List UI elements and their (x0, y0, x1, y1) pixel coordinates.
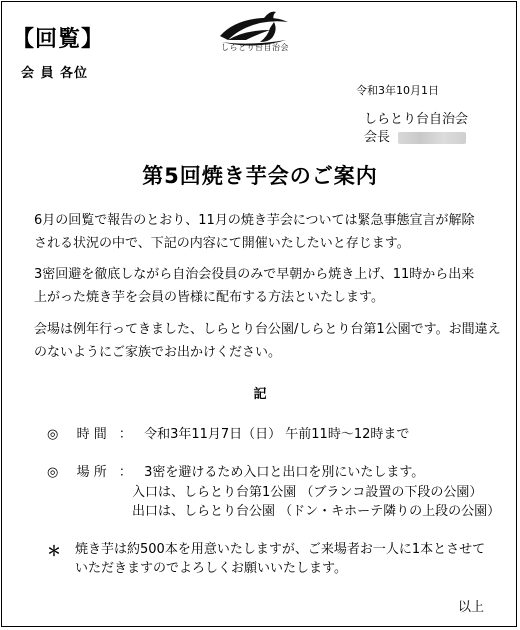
place-value: 3密を避けるため入口と出口を別にいたします。 (144, 465, 425, 480)
asterisk-icon: ＊ (47, 544, 61, 560)
detail-place: ◎ 場 所 ： 3密を避けるため入口と出口を別にいたします。 (47, 465, 425, 480)
paragraph-3-line-1: 会場は例年行ってきました、しらとり台公園/しらとり台第1公園です。お間違え (34, 322, 501, 337)
note-line-2: いただきますのでよろしくお願いいたします。 (75, 561, 347, 576)
addressee: 会 員 各位 (21, 66, 89, 81)
detail-time: ◎ 時 間 ： 令和3年11月7日（日） 午前11時～12時まで (47, 427, 410, 442)
paragraph-3-line-2: のないようにご家族でお出かけください。 (34, 345, 282, 360)
paragraph-2-line-2: 上がった焼き芋を会員の皆様に配布する方法といたします。 (34, 290, 384, 305)
time-label: 時 間 (76, 427, 107, 442)
logo-caption: しらとり台自治会 (221, 43, 289, 52)
chair-label: 会長 (364, 130, 391, 145)
paragraph-3 (34, 318, 501, 364)
paragraph-1 (34, 209, 475, 255)
paragraph-1-line-2: される状況の中で、下記の内容にて開催いたしたいと存じます。 (34, 236, 410, 251)
note (75, 540, 485, 578)
entrance-info: 入口は、しらとり台第1公園 （ブランコ設置の下段の公園） (132, 485, 483, 500)
redacted-name (398, 132, 466, 144)
sender-organization: しらとり台自治会 (364, 112, 469, 127)
closing-mark: 以上 (458, 600, 485, 615)
place-label: 場 所 (76, 465, 107, 480)
sender-chair (364, 126, 466, 145)
issue-date: 令和3年10月1日 (356, 84, 439, 97)
document-page (1, 1, 517, 627)
paragraph-2 (34, 263, 474, 309)
circulation-label: 【回覧】 (12, 27, 105, 52)
ki-heading: 記 (253, 387, 267, 402)
exit-info: 出口は、しらとり台公園 （ドン・キホーテ隣りの上段の公園） (132, 504, 501, 519)
document-title: 第5回焼き芋会のご案内 (142, 164, 378, 188)
note-line-1: 焼き芋は約500本を用意いたしますが、ご来場者お一人に1本とさせて (75, 542, 486, 557)
double-circle-icon: ◎ (47, 465, 59, 480)
paragraph-2-line-1: 3密回避を徹底しながら自治会役員のみで早朝から焼き上げ、11時から出来 (34, 267, 475, 282)
time-value: 令和3年11月7日（日） 午前11時～12時まで (144, 427, 410, 442)
double-circle-icon: ◎ (47, 427, 59, 442)
paragraph-1-line-1: 6月の回覧で報告のとおり、11月の焼き芋会については緊急事態宣言が解除 (34, 213, 475, 228)
